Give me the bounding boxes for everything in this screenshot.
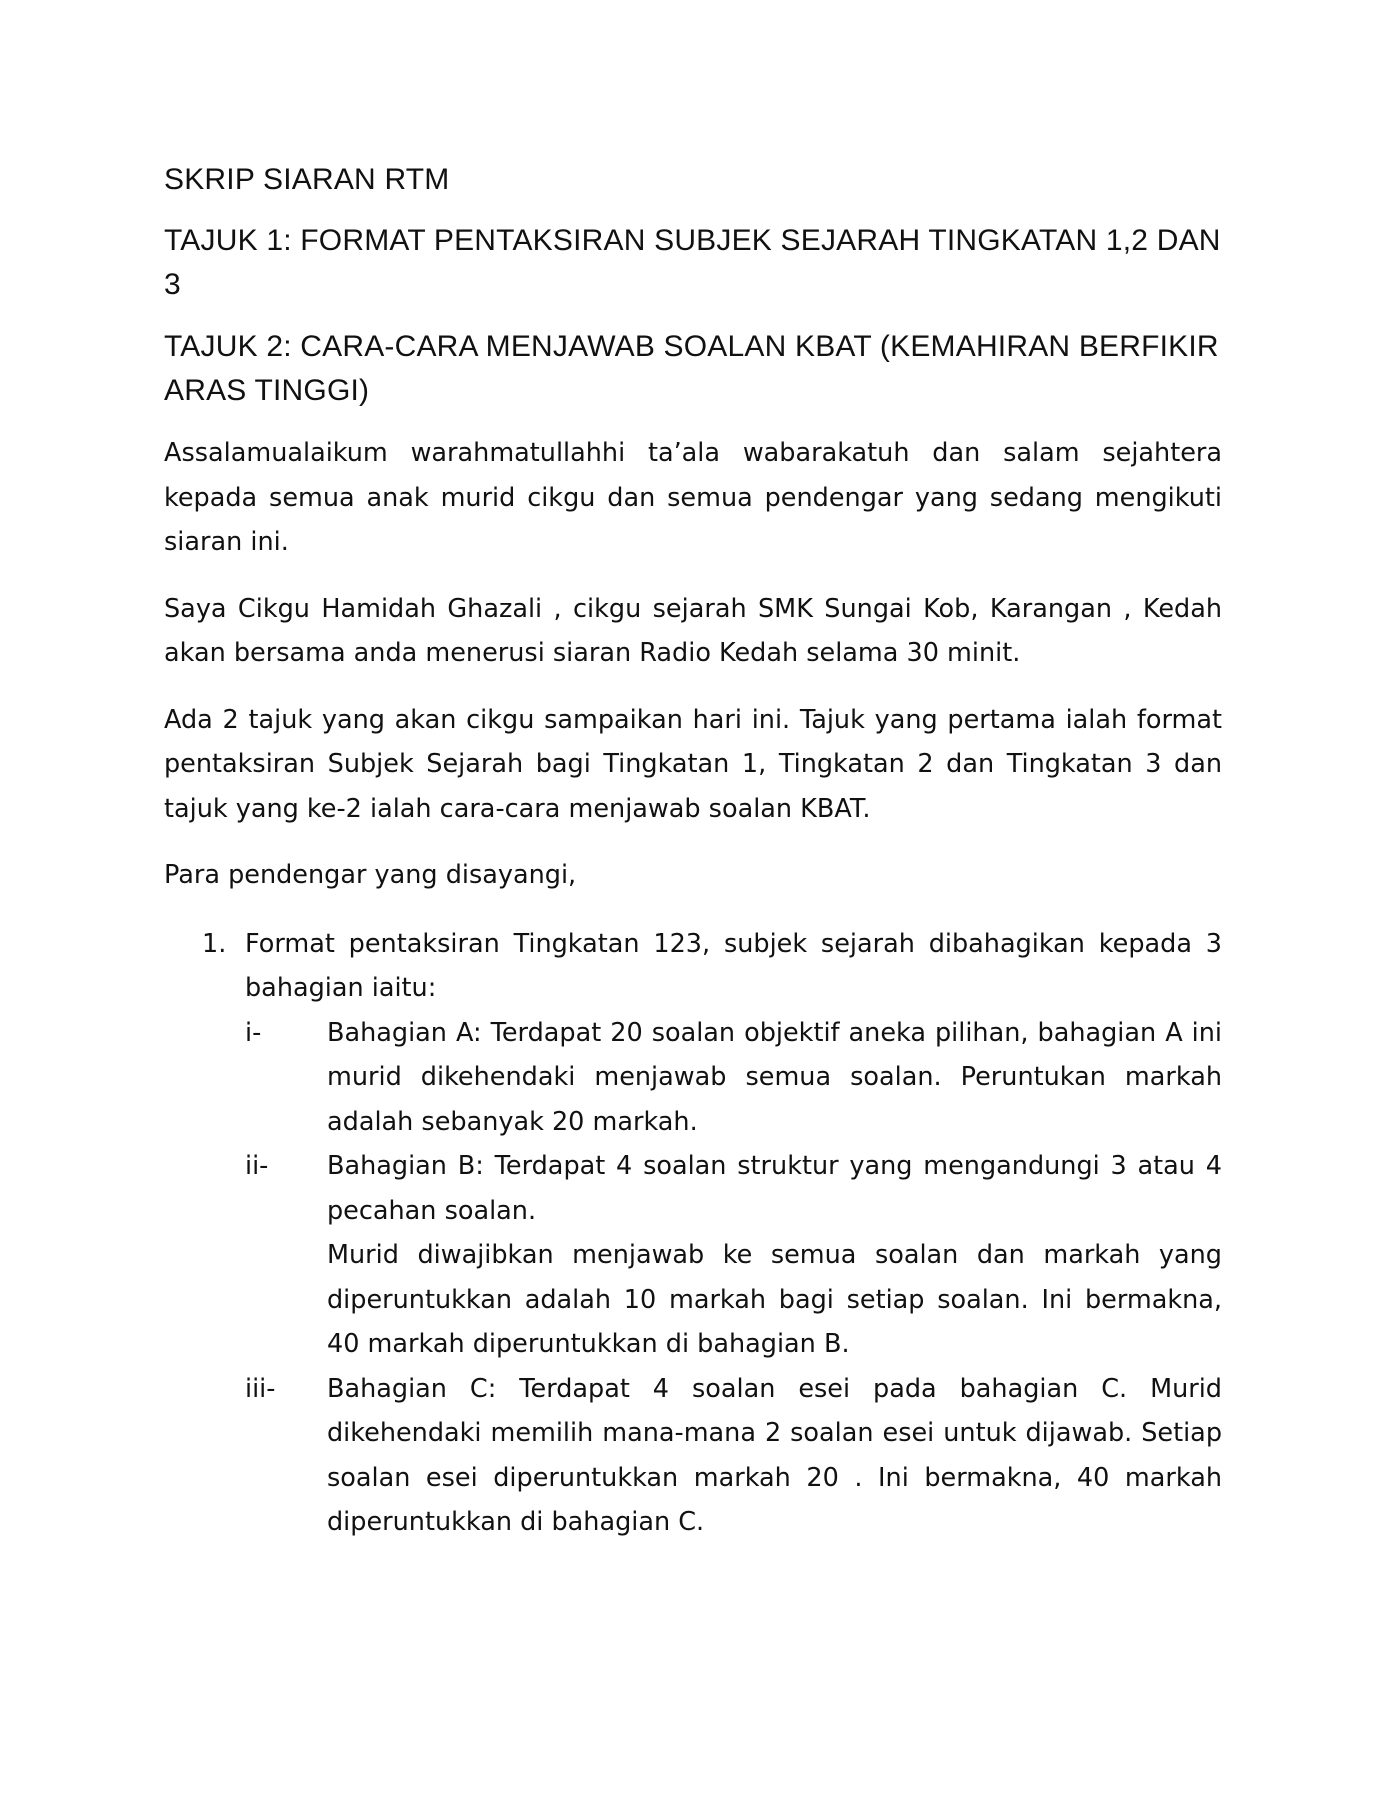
list-item-number: 1.	[202, 928, 227, 959]
sub-item-marker: iii-	[245, 1373, 276, 1404]
sub-item-text: Bahagian C: Terdapat 4 soalan esei pada bahagian C. Murid dikehendaki memilih mana-mana 2 soalan esei untuk dijawab. Setiap soalan esei diperuntukkan markah 20 . Ini bermakna, 40 markah diperuntukkan di bahagian C.	[327, 1373, 1222, 1537]
sub-item-marker: ii-	[245, 1151, 269, 1181]
script-title: SKRIP SIARAN RTM	[164, 163, 450, 196]
sub-item-text: Bahagian B: Terdapat 4 soalan struktur yang mengandungi 3 atau 4 pecahan soalan.	[327, 1151, 1222, 1226]
list-item	[164, 922, 1222, 1545]
sub-item-bahagian-a	[245, 1011, 1222, 1145]
topic-1-heading: TAJUK 1: FORMAT PENTAKSIRAN SUBJEK SEJARAH TINGKATAN 1,2 DAN 3	[164, 224, 1221, 301]
topics-overview-paragraph: Ada 2 tajuk yang akan cikgu sampaikan hari ini. Tajuk yang pertama ialah format pentaksiran Subjek Sejarah bagi Tingkatan 1, Tingkatan 2 dan Tingkatan 3 dan tajuk yang ke-2 ialah cara-cara menjawab soalan KBAT.	[164, 704, 1222, 824]
sub-item-text: Bahagian A: Terdapat 20 soalan objektif aneka pilihan, bahagian A ini murid dikehendaki menjawab semua soalan. Peruntukan markah adalah sebanyak 20 markah.	[327, 1017, 1222, 1137]
speaker-introduction-paragraph: Saya Cikgu Hamidah Ghazali , cikgu sejarah SMK Sungai Kob, Karangan , Kedah akan bersama anda menerusi siaran Radio Kedah selama 30 minit.	[164, 593, 1222, 668]
opening-greeting-paragraph: Assalamualaikum warahmatullahhi ta’ala wabarakatuh dan salam sejahtera kepada semua anak murid cikgu dan semua pendengar yang sedang mengikuti siaran ini.	[164, 438, 1222, 557]
topic-2-heading: TAJUK 2: CARA-CARA MENJAWAB SOALAN KBAT (KEMAHIRAN BERFIKIR ARAS TINGGI)	[164, 330, 1219, 407]
sub-item-bahagian-b	[245, 1144, 1222, 1367]
audience-greeting: Para pendengar yang disayangi,	[164, 860, 577, 890]
list-item-text: Format pentaksiran Tingkatan 123, subjek sejarah dibahagikan kepada 3 bahagian iaitu:	[245, 928, 1222, 1003]
sub-item-text-continued: Murid diwajibkan menjawab ke semua soalan dan markah yang diperuntukkan adalah 10 markah bagi setiap soalan. Ini bermakna, 40 markah diperuntukkan di bahagian B.	[327, 1240, 1222, 1359]
sub-item-bahagian-c	[245, 1367, 1222, 1545]
document-body	[164, 158, 1222, 1545]
sub-item-marker: i-	[245, 1017, 262, 1048]
